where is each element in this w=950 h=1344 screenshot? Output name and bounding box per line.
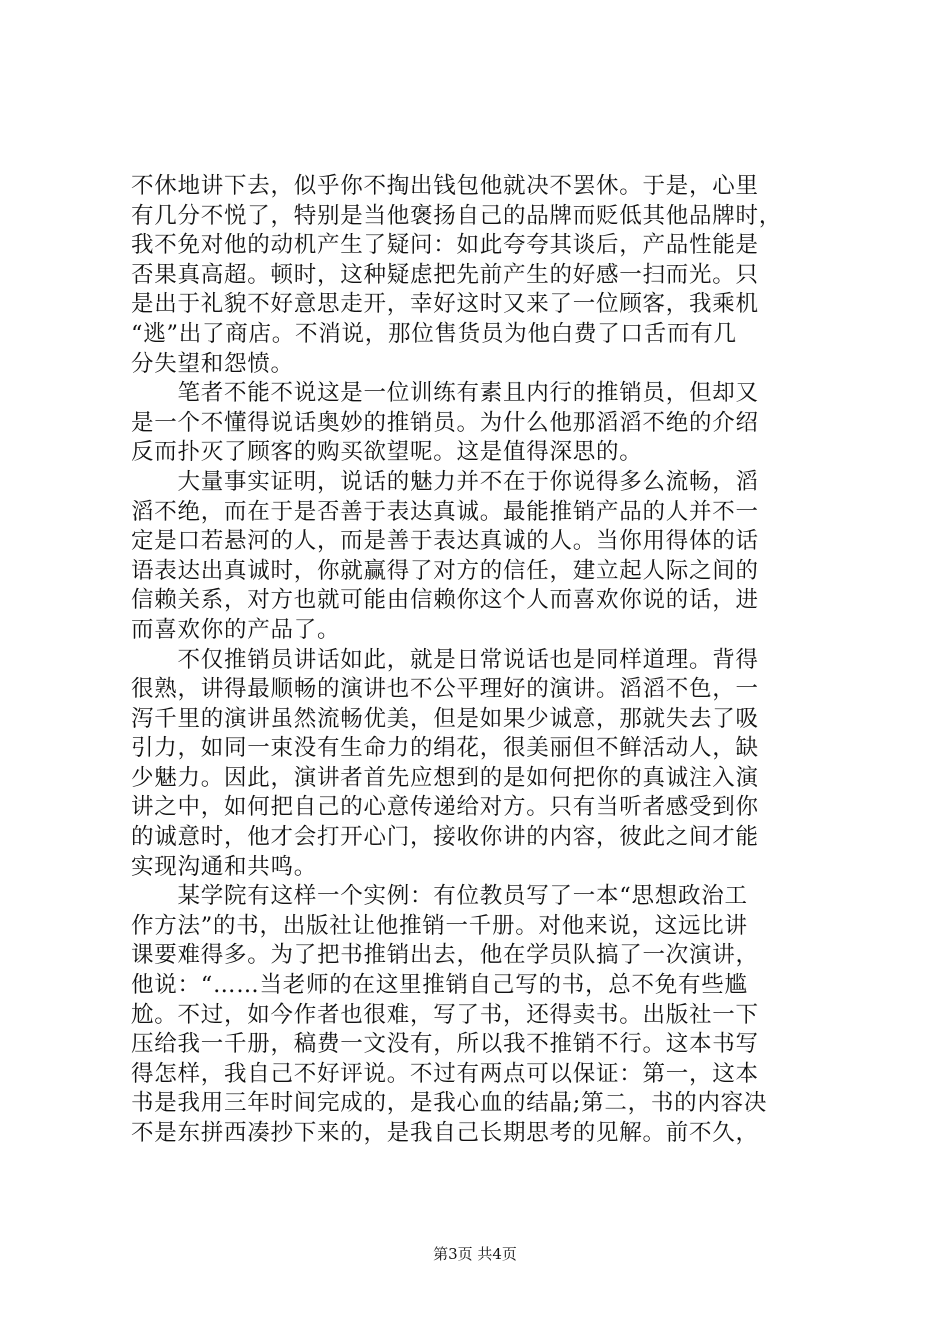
text-line: 定是口若悬河的人，而是善于表达真诚的人。当你用得体的话 [131,528,759,555]
text-line: 很熟，讲得最顺畅的演讲也不公平理好的演讲。滔滔不色，一 [131,676,759,703]
text-line: 压给我一千册，稿费一文没有，所以我不推销不行。这本书写 [131,1031,759,1058]
text-line: 大量事实证明，说话的魅力并不在于你说得多么流畅，滔 [131,468,759,495]
text-line: 作方法”的书，出版社让他推销一千册。对他来说，这远比讲 [131,912,748,939]
text-line: 尬。不过，如今作者也很难，写了书，还得卖书。出版社一下 [131,1001,759,1028]
text-line: 少魅力。因此，演讲者首先应想到的是如何把你的真诚注入演 [131,764,759,791]
text-line: 有几分不悦了，特别是当他褒扬自己的品牌而贬低其他品牌时， [131,202,783,229]
text-line: 反而扑灭了顾客的购买欲望呢。这是值得深思的。 [131,439,643,466]
text-line: 是一个不懂得说话奥妙的推销员。为什么他那滔滔不绝的介绍 [131,409,759,436]
text-line: 泻千里的演讲虽然流畅优美，但是如果少诚意，那就失去了吸 [131,705,759,732]
text-line: 课要难得多。为了把书推销出去，他在学员队搞了一次演讲， [131,942,759,969]
text-line: 引力，如同一束没有生命力的绢花，很美丽但不鲜活动人，缺 [131,735,759,762]
text-line: 而喜欢你的产品了。 [131,616,341,643]
body-text [131,172,831,1149]
text-line: “逃”出了商店。不消说，那位售货员为他白费了口舌而有几 [131,320,737,347]
text-line: 笔者不能不说这是一位训练有素且内行的推销员，但却又 [131,380,759,407]
text-line: 实现沟通和共鸣。 [131,853,318,880]
text-line: 某学院有这样一个实例：有位教员写了一本“思想政治工 [131,883,748,910]
text-line: 讲之中，如何把自己的心意传递给对方。只有当听者感受到你 [131,794,759,821]
text-line: 的诚意时，他才会打开心门，接收你讲的内容，彼此之间才能 [131,824,759,851]
text-line: 滔不绝，而在于是否善于表达真诚。最能推销产品的人并不一 [131,498,759,525]
page-number-footer: 第3页 共4页 [433,1245,517,1263]
text-line: 他说：“……当老师的在这里推销自己写的书，总不免有些尴 [131,972,748,999]
text-line: 书是我用三年时间完成的，是我心血的结晶;第二，书的内容决 [131,1090,768,1117]
text-line: 不是东拼西凑抄下来的，是我自己长期思考的见解。前不久， [131,1120,759,1146]
text-line: 否果真高超。顿时，这种疑虑把先前产生的好感一扫而光。只 [131,261,759,288]
text-line: 是出于礼貌不好意思走开，幸好这时又来了一位顾客，我乘机 [131,291,759,318]
text-line: 语表达出真诚时，你就赢得了对方的信任，建立起人际之间的 [131,557,759,584]
text-line: 我不免对他的动机产生了疑问：如此夸夸其谈后，产品性能是 [131,232,759,259]
text-line: 不仅推销员讲话如此，就是日常说话也是同样道理。背得 [131,646,759,673]
text-line: 不休地讲下去，似乎你不掏出钱包他就决不罢休。于是，心里 [131,173,759,199]
text-line: 分失望和怨愤。 [131,350,294,377]
text-line: 得怎样，我自己不好评说。不过有两点可以保证：第一，这本 [131,1060,759,1087]
text-line: 信赖关系，对方也就可能由信赖你这个人而喜欢你说的话，进 [131,587,759,614]
